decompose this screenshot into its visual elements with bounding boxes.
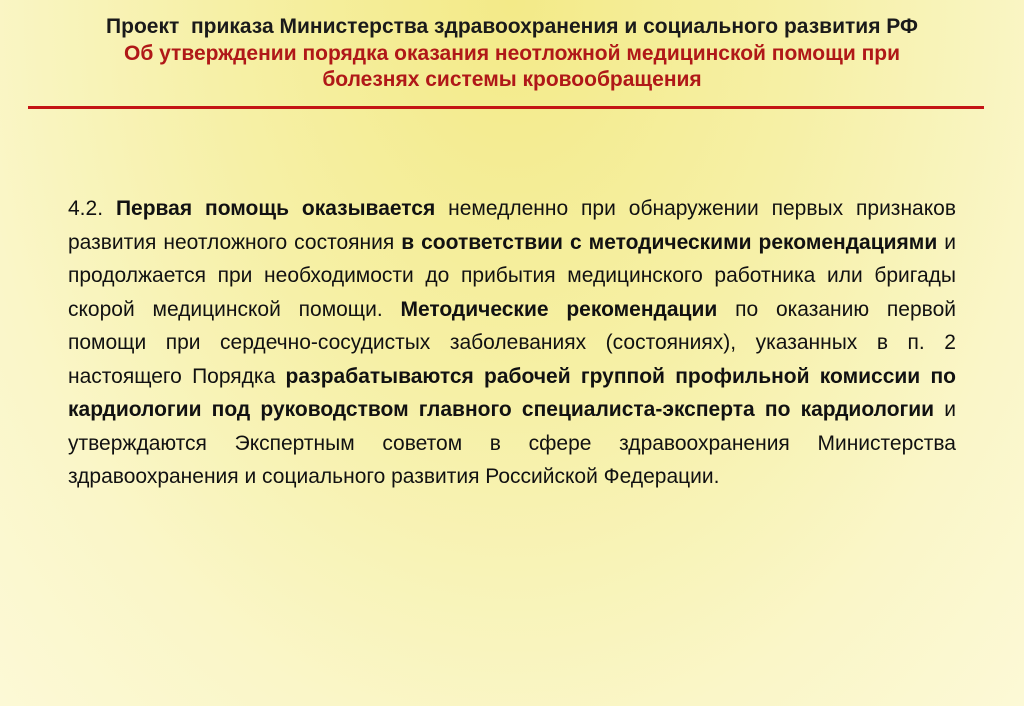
emphasis-first-aid: Первая помощь оказывается	[115, 197, 436, 220]
emphasis-working-group: разрабатываются рабочей группой профильной комиссии по кардиологии под руководством главного специалиста-эксперта по кардиологии	[68, 364, 956, 421]
emphasis-methodical-recommendations: Методические рекомендации	[400, 297, 718, 321]
text-segment: немедленно при обнаружении первых признаков развития неотложного состояния	[68, 197, 956, 254]
emphasis-guidelines: в соответствии с методическими рекомендациями	[401, 230, 938, 254]
header-divider	[28, 106, 984, 109]
page-subtitle	[0, 41, 1024, 93]
page-title: Проект приказа Министерства здравоохранения и социального развития РФ	[106, 15, 918, 38]
text-segment: по оказанию первой помощи при сердечно-сосудистых заболеваниях (состояниях), указанных в п. 2 настоящего Порядка	[68, 297, 956, 388]
text-segment: и утверждаются Экспертным советом в сфере здравоохранения Министерства здравоохранения и социального развития Российской Федерации.	[68, 398, 956, 488]
clause-number: 4.2.	[68, 197, 116, 220]
text-segment: и продолжается при необходимости до прибытия медицинского работника или бригады скорой медицинской помощи.	[68, 230, 956, 321]
slide-header	[0, 14, 1024, 93]
subtitle-line-2: болезнях системы кровообращения	[322, 68, 702, 91]
subtitle-line-1: Об утверждении порядка оказания неотложной медицинской помощи при	[123, 42, 900, 65]
body-paragraph	[68, 192, 956, 494]
